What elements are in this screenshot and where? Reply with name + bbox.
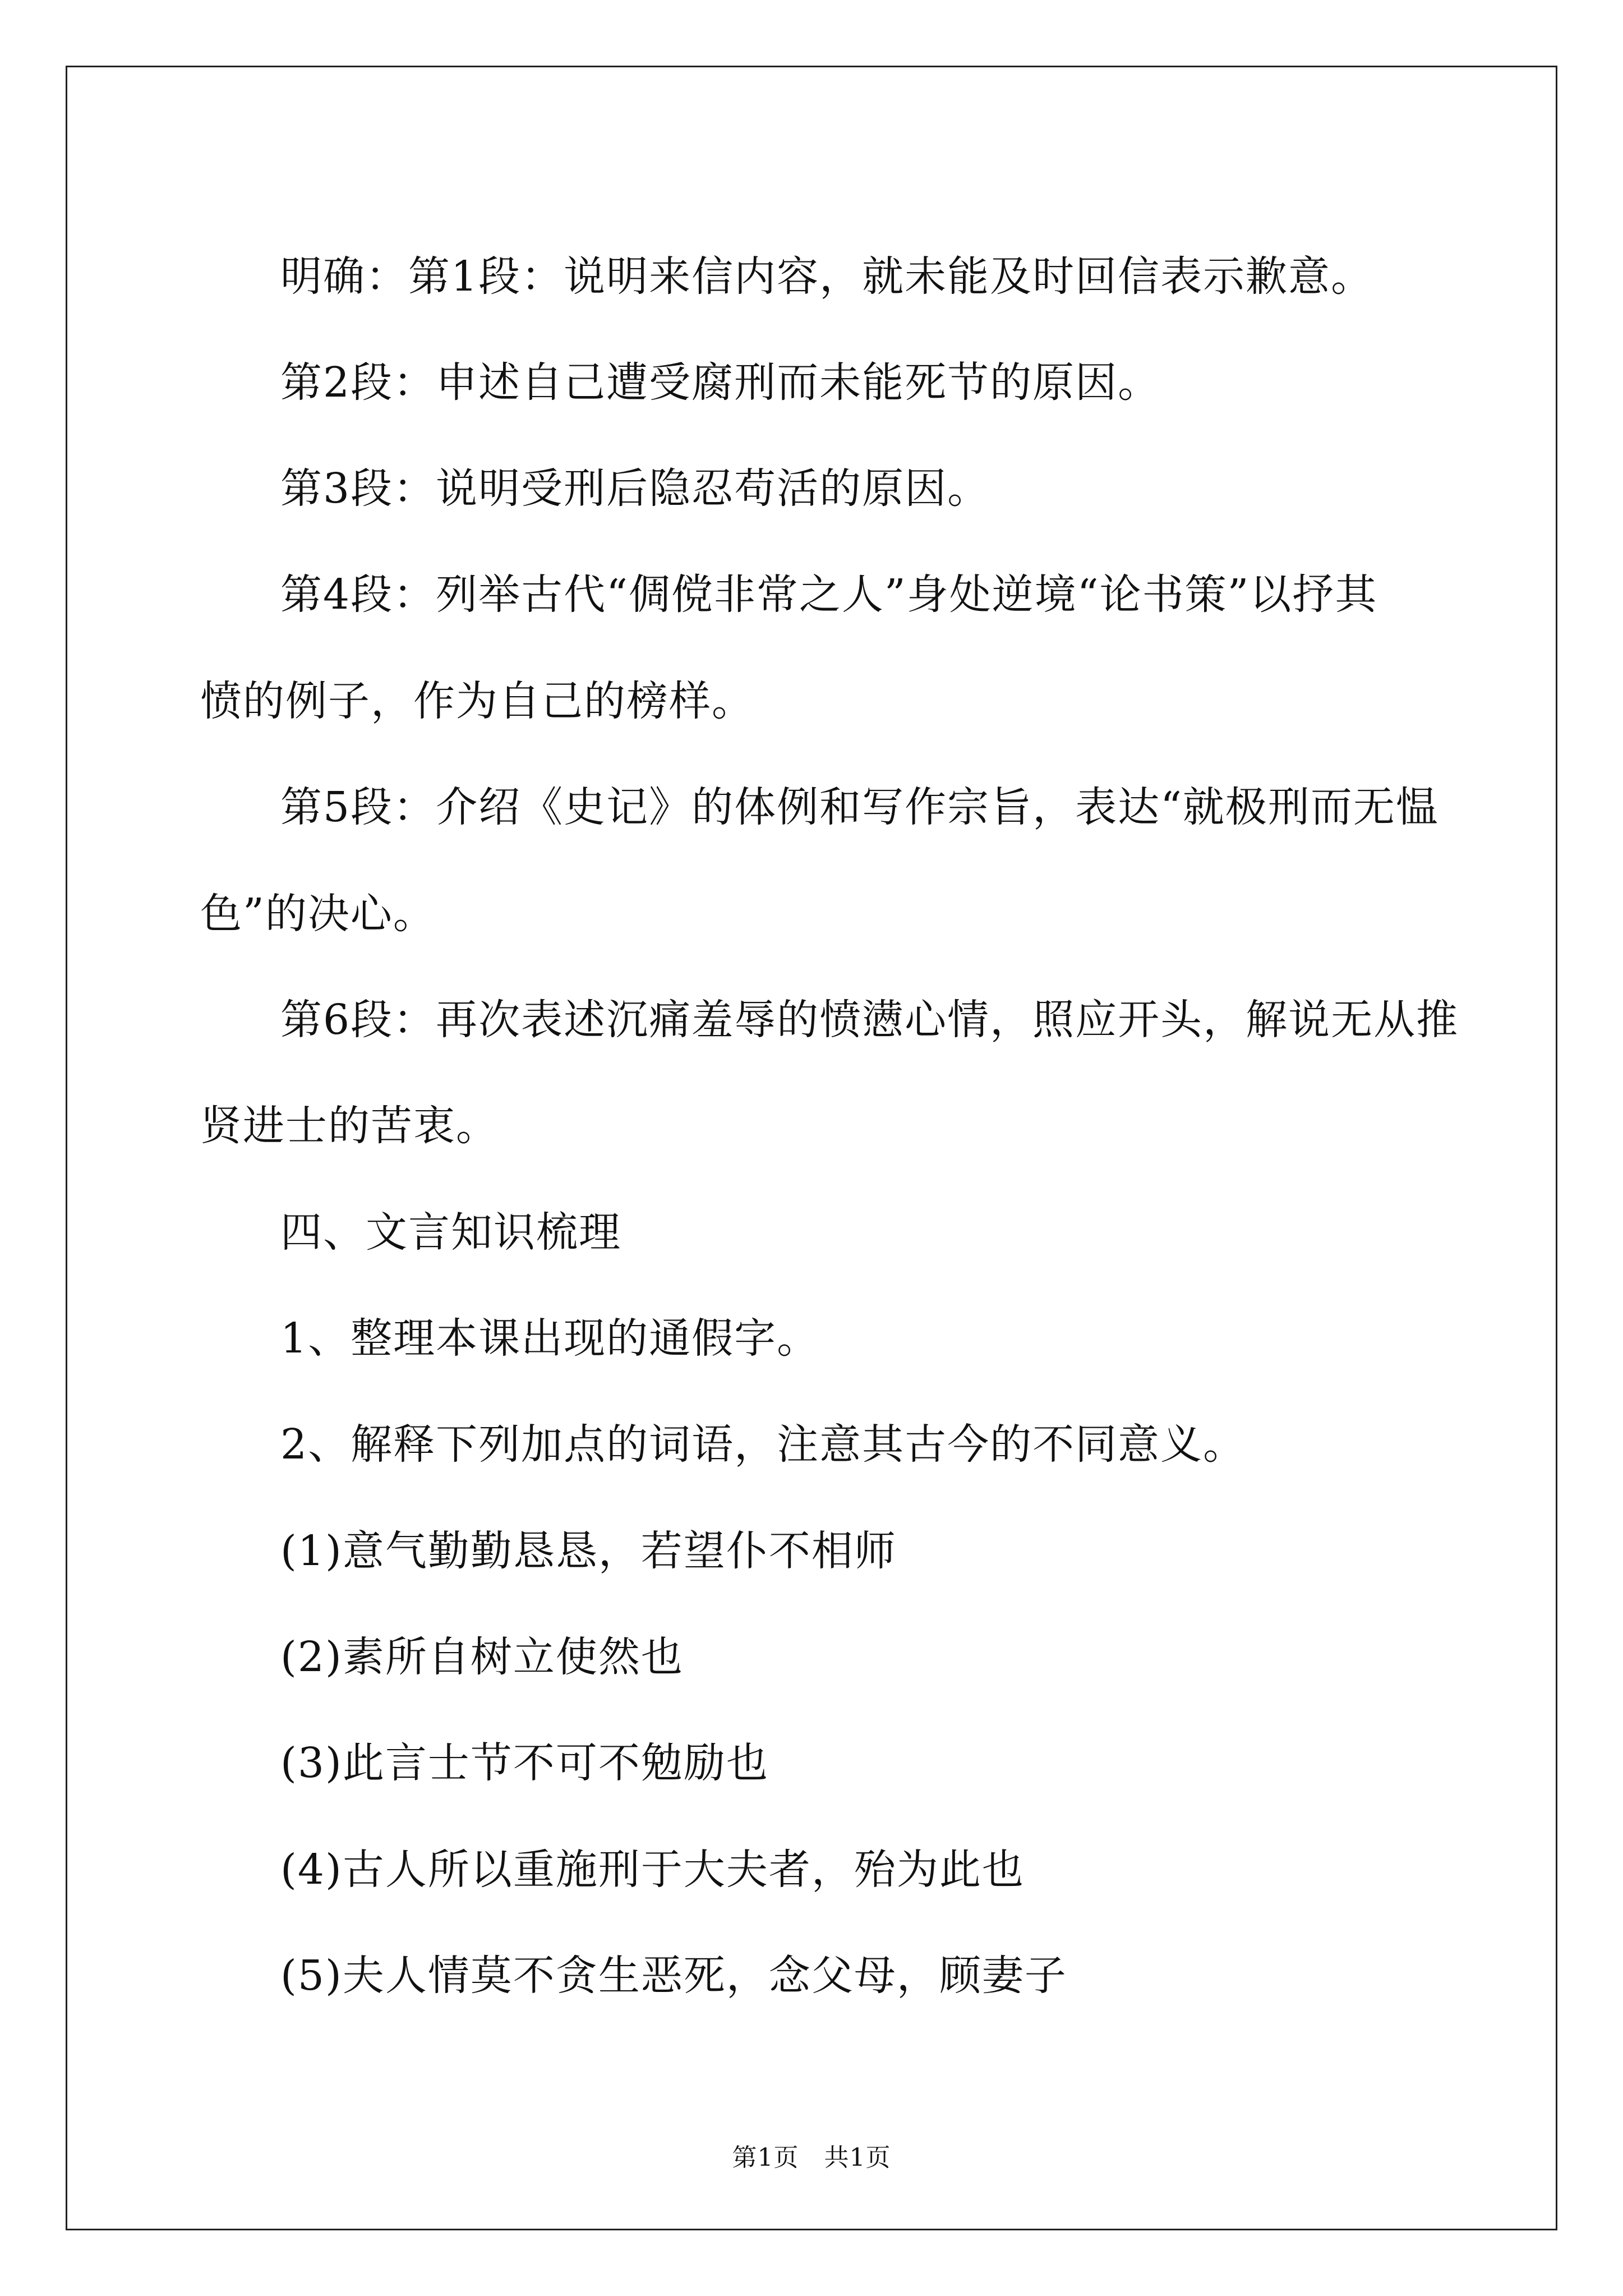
paragraph-5-line-1: 第5段：介绍《史记》的体例和写作宗旨，表达“就极刑而无愠 [280,783,1438,831]
sub-item-1: (1)意气勤勤恳恳，若望仆不相师 [280,1527,897,1575]
paragraph-4-line-2: 愤的例子，作为自己的榜样。 [200,677,754,725]
paragraph-6-line-2: 贤进士的苦衷。 [200,1102,499,1150]
page-footer: 第1页 共1页 [732,2143,891,2172]
paragraph-3-line-1: 第3段：说明受刑后隐忍苟活的原因。 [280,464,990,513]
list-item-1: 1、整理本课出现的通假字。 [280,1314,820,1363]
sub-item-5: (5)夫人情莫不贪生恶死，念父母，顾妻子 [280,1952,1067,2000]
sub-item-3: (3)此言士节不可不勉励也 [280,1739,769,1787]
document-body [200,67,1490,2232]
page-frame [66,66,1557,2230]
section-heading: 四、文言知识梳理 [280,1208,621,1257]
sub-item-2: (2)素所自树立使然也 [280,1633,684,1681]
list-item-2: 2、解释下列加点的词语，注意其古今的不同意义。 [280,1420,1246,1469]
paragraph-4-line-1: 第4段：列举古代“倜傥非常之人”身处逆境“论书策”以抒其 [280,570,1378,619]
paragraph-1-line-1: 明确：第1段：说明来信内容，就未能及时回信表示歉意。 [280,252,1374,301]
paragraph-2-line-1: 第2段：申述自己遭受腐刑而未能死节的原因。 [280,358,1161,407]
sub-item-4: (4)古人所以重施刑于大夫者，殆为此也 [280,1846,1025,1894]
paragraph-5-line-2: 色”的决心。 [200,890,436,938]
paragraph-6-line-1: 第6段：再次表述沉痛羞辱的愤懑心情，照应开头，解说无从推 [280,996,1459,1044]
